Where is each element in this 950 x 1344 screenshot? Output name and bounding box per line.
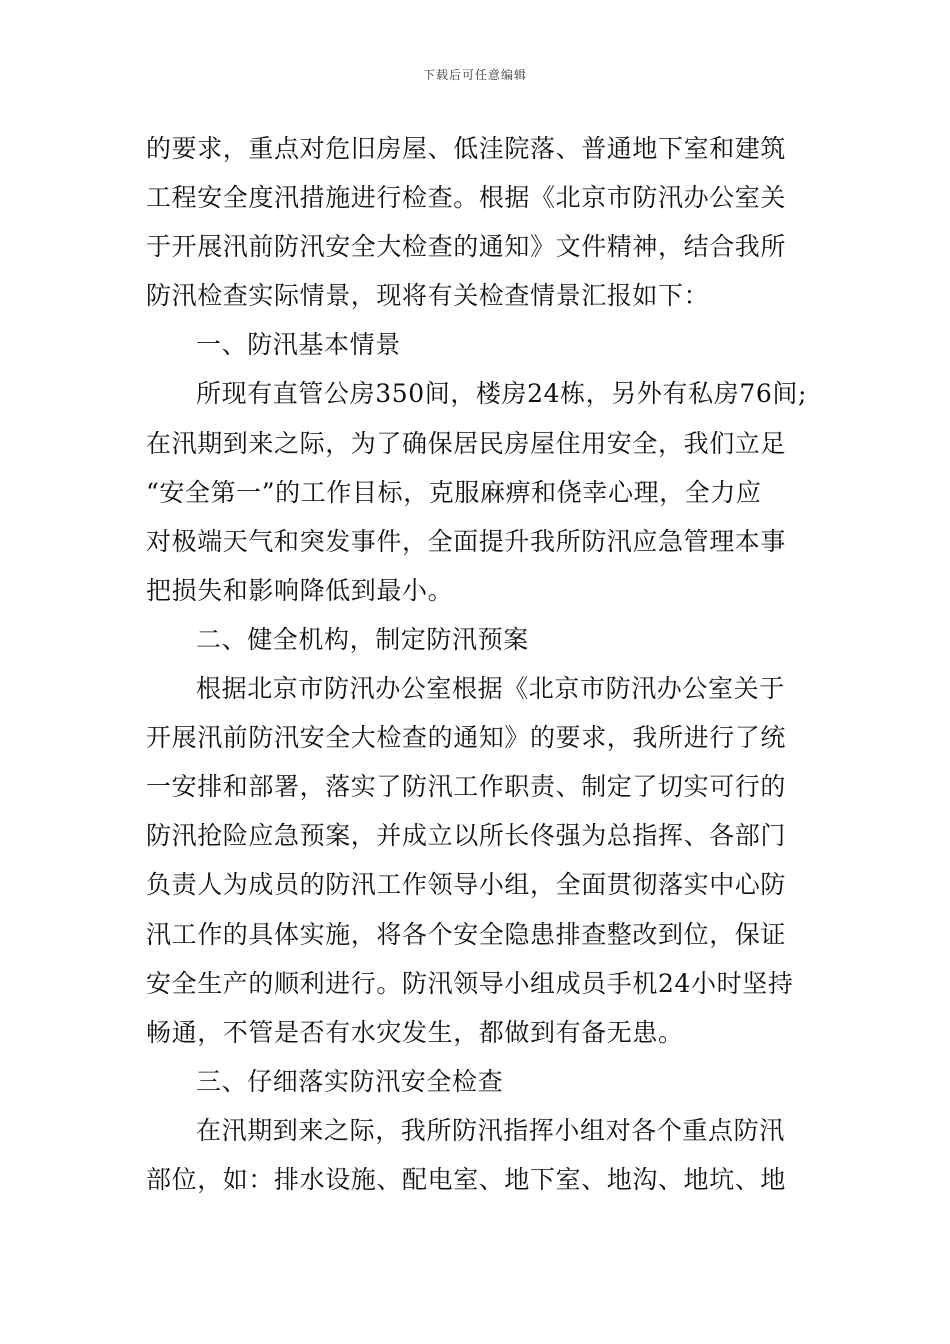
body-text-line: 在汛期到来之际，为了确保居民房屋住用安全，我们立足: [146, 428, 787, 458]
body-text-line: 安全生产的顺利进行。防汛领导小组成员手机24小时坚持: [146, 968, 794, 998]
body-text-line: 二、健全机构，制定防汛预案: [196, 624, 529, 654]
body-text-line: 畅通，不管是否有水灾发生，都做到有备无患。: [146, 1017, 684, 1047]
document-body: [146, 124, 810, 1204]
body-text-line: 汛工作的具体实施，将各个安全隐患排查整改到位，保证: [146, 919, 787, 949]
body-text-line: 防汛检查实际情景，现将有关检查情景汇报如下：: [146, 281, 710, 311]
body-text-line: 负责人为成员的防汛工作领导小组，全面贯彻落实中心防: [146, 870, 787, 900]
body-text-line: 一安排和部署，落实了防汛工作职责、制定了切实可行的: [146, 772, 787, 802]
body-text-line: 根据北京市防汛办公室根据《北京市防汛办公室关于: [196, 674, 785, 704]
body-text-line: 三、仔细落实防汛安全检查: [196, 1066, 504, 1096]
body-text-line: 开展汛前防汛安全大检查的通知》的要求，我所进行了统: [146, 723, 787, 753]
body-text-line: 的要求，重点对危旧房屋、低洼院落、普通地下室和建筑: [146, 134, 787, 163]
body-text-line: 防汛抢险应急预案，并成立以所长佟强为总指挥、各部门: [146, 821, 787, 851]
body-text-line: 把损失和影响降低到最小。: [146, 575, 454, 605]
body-text-line: 在汛期到来之际，我所防汛指挥小组对各个重点防汛: [196, 1115, 785, 1145]
body-text-line: 一、防汛基本情景: [196, 330, 401, 360]
body-text-line: 于开展汛前防汛安全大检查的通知》文件精神，结合我所: [146, 232, 787, 262]
body-text-line: 部位，如：排水设施、配电室、地下室、地沟、地坑、地: [146, 1164, 787, 1194]
body-text-line: 对极端天气和突发事件，全面提升我所防汛应急管理本事: [146, 526, 787, 556]
page-header-note: 下载后可任意编辑: [422, 68, 527, 82]
body-text-line: 工程安全度汛措施进行检查。根据《北京市防汛办公室关: [146, 183, 787, 213]
body-text-line: 所现有直管公房350间，楼房24栋，另外有私房76间;: [196, 379, 807, 409]
body-text-line: “安全第一”的工作目标，克服麻痹和侥幸心理，全力应: [146, 477, 762, 507]
